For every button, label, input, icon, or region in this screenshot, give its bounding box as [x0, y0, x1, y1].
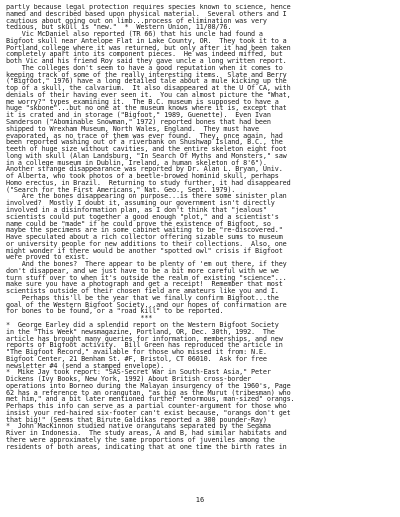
- text-line: Dickens (Ivy Books, New York, 1992) About British cross-border: [6, 375, 252, 384]
- text-line: insist your red-haired six-footer can't exist because, "orangs don't get: [6, 408, 291, 417]
- text-line: Perhaps this'll be the year that we finally confirm Bigfoot...the: [6, 293, 279, 302]
- text-line: don't disappear, and we just have to be a bit more careful with we we: [6, 266, 279, 275]
- text-line: cautious about going out on limb...process of elimination was very: [6, 16, 267, 25]
- text-line: turn stuff over to when it's outside the realm of existing "science"...: [6, 273, 287, 282]
- text-line: "The Bigfoot Record," available for those who missed it from: N.E.: [6, 348, 267, 357]
- text-line: newsletter #4 (send a stamped envelope).: [6, 361, 165, 370]
- text-line: name could be "made" if he could prove the existence of Bigfoot, so: [6, 219, 271, 228]
- text-line: keeping track of some of the really interesting items. Slate and Berry: [6, 70, 287, 79]
- text-line: teeth of huge size without cavities, and the entire skeleton eight foot: [6, 145, 287, 154]
- text-line: 62 has a reference to an orangutan, "as big as the Murut (tribesman) who: [6, 388, 291, 397]
- text-line: River in Indonesia. The study areas, A and B, had similar habitats and: [6, 429, 287, 438]
- text-line: of Alberta, who took photos of a beetle-browed hominid skull, perhaps: [6, 172, 279, 181]
- text-line: make sure you have a photograph and get a receipt! Remember that most: [6, 280, 283, 289]
- body-text: [6, 4, 396, 451]
- text-line: been reported washing out of a riverbank on Shushwap Island, B.C., the: [6, 138, 283, 147]
- text-line: goal of the Western Bigfoot Society...and our hopes of confirmation are: [6, 300, 287, 309]
- text-line: The colleges don't seem to have a good reputation when it comes to: [6, 63, 283, 72]
- text-line: in the "This Week" newsmagazine, Portland, OR, Dec. 30th, 1992. The: [6, 327, 275, 336]
- text-line: Are the bones disappearing on purpose...is there some sinister plan: [6, 192, 287, 201]
- text-line: Bigfoot Center, 21 Benham St. #F, Bristol, CT 06010. Ask for free: [6, 354, 267, 363]
- text-line: shipped to Wrexham Museum, North Wales, England. They must have: [6, 124, 259, 133]
- text-line: huge "skbone"...but no one at the museum knows where it is, except that: [6, 104, 287, 113]
- text-line: * John MacKinnon studied native orangutans separated by the Segama: [6, 422, 271, 431]
- text-line: Sanderson ("Abominable Snowman," 1972) reported bones that had been: [6, 118, 271, 127]
- text-line: or university people for new additions to their collections. Also, one: [6, 239, 287, 248]
- text-line: both Vic and his friend Roy said they gave uncle a long written report.: [6, 57, 287, 66]
- text-line: Portland college where it was returned, but only after it had been taken: [6, 43, 291, 52]
- text-line: were proved to exist.: [6, 253, 89, 262]
- text-line: Perhaps this info can serve as a partial counter-argument for those who: [6, 402, 287, 411]
- text-line: partly because legal protection requires species known to science, hence: [6, 4, 291, 11]
- text-line: Bigfoot skull near Antelope Flat in Lake County, OR. They took it to a: [6, 36, 287, 45]
- text-line: might wonder if there would be another "spotted owl" crisis if Bigfoot: [6, 246, 283, 255]
- text-line: maybe the specimens are in some cabinet waiting to be "re-discovered.": [6, 226, 283, 235]
- text-line: scientists outside of their chosen field are amateurs like you and I.: [6, 287, 279, 296]
- text-line: ***: [6, 314, 153, 323]
- text-line: met him," and a bit later mentioned further "enormous, man-sized" orangs.: [6, 395, 295, 404]
- text-line: involved in a disinformation plan, as I don't think that "jealous": [6, 205, 267, 214]
- text-line: Another strange disappearance was reported by Dr. Alan L. Bryan, Univ.: [6, 165, 283, 174]
- text-line: it is crated and in storage ("Bigfoot," 1989, Guenette). Even Ivan: [6, 111, 271, 120]
- text-line: there were approximately the same proportions of juveniles among the: [6, 436, 275, 444]
- text-line: named and described based upon physical material. Several others and I: [6, 9, 287, 18]
- page-number: 16: [195, 496, 205, 504]
- text-line: And the bones? There appear to be plenty of 'em out there, if they: [6, 260, 287, 269]
- text-line: Vic McDaniel also reported (TR 66) that his uncle had found a: [6, 30, 263, 39]
- text-line: involved? Mostly I doubt it, assuming our government isn't directly: [6, 199, 275, 208]
- text-line: operations into Borneo during the Malayan insurgency of the 1960's, Page: [6, 381, 291, 390]
- text-line: Homo erectus, in Brazil. Returning to study further, it had disappeared: [6, 178, 291, 187]
- text-line: scientists could put together a good enough "plot," and a scientist's: [6, 212, 279, 221]
- text-line: tedious, but skull is "new." * Western Union, 11/08/76.: [6, 23, 232, 32]
- text-line: evaporated, as no trace of them was ever found. They, once again, had: [6, 131, 283, 140]
- text-line: completely apart into its component pieces. He was indeed miffed, but: [6, 50, 283, 59]
- text-line: for bones to be found, or a "road kill" to be reported.: [6, 307, 224, 316]
- text-line: top of a skull, the calvarium. It also disappeared at the U Of CA, with: [6, 84, 291, 93]
- text-line: article has brought many queries for information, memberships, and new: [6, 334, 283, 343]
- text-line: denials of their having ever seen it. You can almost picture the "What,: [6, 90, 291, 99]
- text-line: residents of both areas, indicating that at one time the birth rates in: [6, 442, 287, 451]
- text-line: me worry?" types examining it. The B.C. museum is supposed to have a: [6, 97, 279, 106]
- text-line: long with skull (Alan Landsburg, "In Search Of Myths and Monsters," saw: [6, 151, 287, 160]
- text-line: * Mike Jay took report: "SAS-Secret War in South-East Asia," Peter: [6, 368, 271, 377]
- text-line: ("Bigfoot," 1976) have a long detailed tale about a mule kicking up the: [6, 77, 287, 86]
- text-line: in a college museum in Dublin, Ireland, a human skeleton of 8'6").: [6, 158, 267, 167]
- text-line: ("Search for the First Americans," Nat. Geo., Sept. 1979).: [6, 185, 236, 194]
- text-line: Have speculated about a rich collector offering sizable sums to museum: [6, 233, 283, 242]
- text-line: reports of Bigfoot activity. Bill Green has reproduced the article in: [6, 341, 283, 350]
- text-line: * George Earley did a splendid report on the Western Bigfoot Society: [6, 320, 279, 329]
- text-line: that big!" (Seems that Birute Galdikas reported a 300 pounder-Ray): [6, 415, 267, 424]
